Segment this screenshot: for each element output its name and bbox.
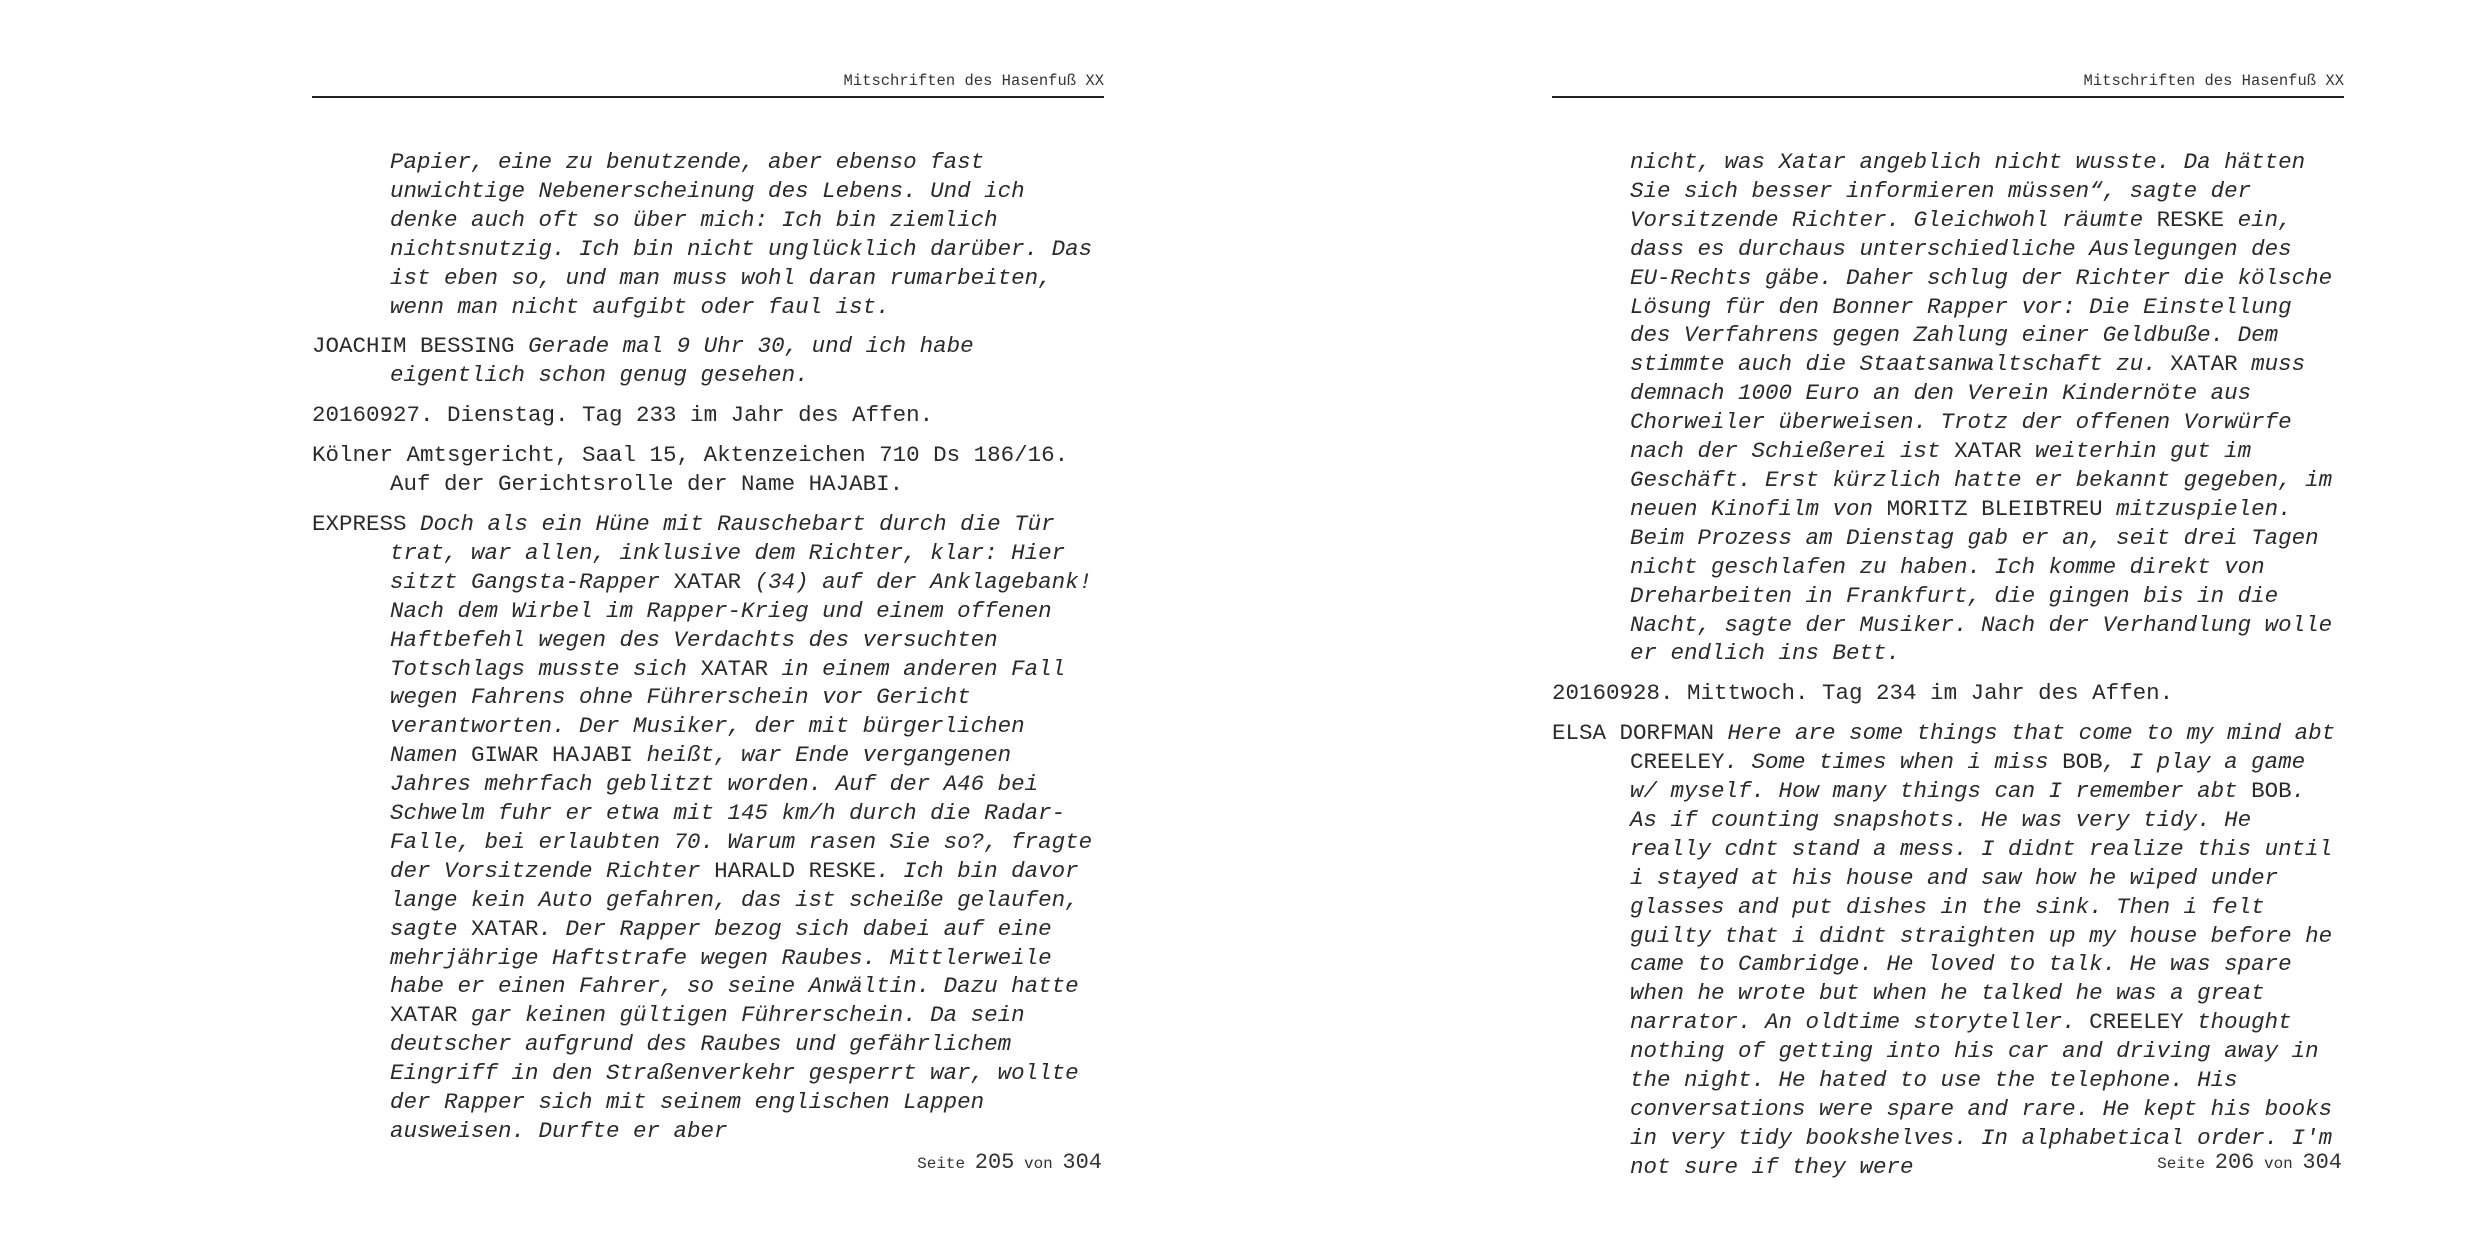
running-header: Mitschriften des Hasenfuß XX bbox=[312, 72, 1104, 98]
quote-text: . Der Rapper bezog sich dabei auf eine mehrjährige Haftstrafe wegen Raubes. Mittlerweile habe er einen Fahrer, so seine Anwältin. Dazu hatte bbox=[390, 915, 1079, 1000]
right-page bbox=[1240, 0, 2480, 1240]
paragraph-quote bbox=[312, 332, 1104, 390]
page-label: Seite bbox=[917, 1155, 966, 1173]
date-entry bbox=[312, 401, 1104, 430]
page-of-label: von bbox=[1023, 1155, 1053, 1173]
page-body bbox=[1552, 148, 2344, 1193]
person-name: CREELEY bbox=[1630, 749, 1725, 776]
paragraph-continuation bbox=[312, 148, 1104, 321]
quote-text: Here are some things that come to my mind abt bbox=[1727, 720, 2336, 747]
current-page: 205 bbox=[974, 1150, 1015, 1175]
speaker-name: EXPRESS bbox=[312, 510, 407, 537]
speaker-name: ELSA DORFMAN bbox=[1552, 720, 1715, 747]
quote-text: in einem anderen Fall wegen Fahrens ohne Führerschein vor Gericht verantworten. Der Musiker, der mit bürgerlichen Namen bbox=[390, 655, 1066, 769]
person-name: XATAR bbox=[390, 1002, 458, 1029]
quote-text: thought nothing of getting into his car and driving away in the night. He hated to use the telephone. His conversations were spare and rare. He kept his books in very tidy bookshelves. In alphabetical order. I'm not sure if they were bbox=[1630, 1009, 2333, 1180]
quote-text: ein, dass es durchaus unterschiedliche Auslegungen des EU-Rechts gäbe. Daher schlug der Richter die kölsche Lösung für den Bonner Rapper vor: Die Einstellung des Verfahrens gegen Zahlung einer Geldbuße. Dem stimmte auch die Staatsanwaltschaft zu. bbox=[1630, 206, 2333, 378]
person-name: BOB bbox=[2062, 749, 2103, 776]
date-text: 20160928. Mittwoch. Tag 234 im Jahr des Affen. bbox=[1552, 680, 2174, 707]
paragraph-continuation bbox=[1552, 148, 2344, 668]
person-name: RESKE bbox=[2156, 206, 2225, 233]
person-name: MORITZ BLEIBTREU bbox=[1886, 495, 2103, 522]
quote-text: Gerade mal 9 Uhr 30, und ich habe eigentlich schon genug gesehen. bbox=[390, 333, 974, 389]
page-body bbox=[312, 148, 1104, 1157]
page-number bbox=[1552, 1150, 2342, 1175]
quote-text: heißt, war Ende vergangenen Jahres mehrfach geblitzt worden. Auf der A46 bei Schwelm fuhr er etwa mit 145 km/h durch die Radar-Falle, bei erlaubten 70. Warum rasen Sie so?, fragte der Vorsitzende Richter bbox=[390, 742, 1093, 884]
quote-text: Doch als ein Hüne mit Rauschebart durch die Tür trat, war allen, inklusive dem Richter, klar: Hier sitzt Gangsta-Rapper bbox=[390, 510, 1066, 595]
date-text: 20160927. Dienstag. Tag 233 im Jahr des Affen. bbox=[312, 402, 934, 429]
total-pages: 304 bbox=[2302, 1150, 2342, 1175]
quote-text: mitzuspielen. Beim Prozess am Dienstag gab er an, seit drei Tagen nicht geschlafen zu haben. Ich komme direkt von Dreharbeiten in Frankfurt, die gingen bis in die Nacht, sagte der Musiker. Nach der Verhandlung wolle er endlich ins Bett. bbox=[1630, 495, 2333, 667]
person-name: XATAR bbox=[1954, 438, 2022, 465]
person-name: BOB bbox=[2251, 778, 2292, 805]
page-of-label: von bbox=[2263, 1155, 2293, 1173]
quote-text: Papier, eine zu benutzende, aber ebenso fast unwichtige Nebenerscheinung des Lebens. Und ich denke auch oft so über mich: Ich bin ziemlich nichtsnutzig. Ich bin nicht unglücklich darüber. Das ist eben so, und man muss wohl daran rumarbeiten, wenn man nicht aufgibt oder faul ist. bbox=[390, 149, 1093, 320]
total-pages: 304 bbox=[1062, 1150, 1102, 1175]
speaker-name: JOACHIM BESSING bbox=[312, 333, 515, 360]
paragraph-note bbox=[312, 441, 1104, 499]
quote-text: . Ich bin davor lange kein Auto gefahren, das ist scheiße gelaufen, sagte bbox=[390, 857, 1079, 942]
person-name: GIWAR HAJABI bbox=[471, 742, 634, 769]
page-label: Seite bbox=[2157, 1155, 2206, 1173]
running-header: Mitschriften des Hasenfuß XX bbox=[1552, 72, 2344, 98]
current-page: 206 bbox=[2214, 1150, 2255, 1175]
quote-text: . Some times when i miss bbox=[1724, 749, 2049, 776]
person-name: XATAR bbox=[471, 915, 539, 942]
quote-text: . As if counting snapshots. He was very tidy. He really cdnt stand a mess. I didnt realize this until i stayed at his house and saw how he wiped under glasses and put dishes in the sink. Then i felt guilty that i didnt straighten up my house before he came to Cambridge. He loved to talk. He was spare when he wrote but when he talked he was a great narrator. An oldtime storyteller. bbox=[1630, 778, 2333, 1036]
quote-text: (34) auf der Anklagebank! Nach dem Wirbel im Rapper-Krieg und einem offenen Haftbefehl wegen des Verdachts des versuchten Totschlags musste sich bbox=[390, 568, 1093, 682]
quote-text: muss demnach 1000 Euro an den Verein Kindernöte aus Chorweiler überweisen. Trotz der offenen Vorwürfe nach der Schießerei ist bbox=[1630, 351, 2306, 465]
quote-text: , I play a game w/ myself. How many things can I remember abt bbox=[1630, 749, 2306, 805]
note-text: Kölner Amtsgericht, Saal 15, Aktenzeichen 710 Ds 186/16. Auf der Gerichtsrolle der Name HAJABI. bbox=[312, 442, 1069, 498]
paragraph-quote bbox=[1552, 719, 2344, 1182]
quote-text: nicht, was Xatar angeblich nicht wusste. Da hätten Sie sich besser informieren müssen“, sagte der Vorsitzende Richter. Gleichwohl räumte bbox=[1630, 149, 2306, 233]
date-entry bbox=[1552, 679, 2344, 708]
person-name: XATAR bbox=[2170, 351, 2238, 378]
quote-text: gar keinen gültigen Führerschein. Da sein deutscher aufgrund des Raubes und gefährlichem Eingriff in den Straßenverkehr gesperrt war, wollte der Rapper sich mit seinem englischen Lappen ausweisen. Durfte er aber bbox=[390, 1002, 1079, 1144]
person-name: XATAR bbox=[673, 568, 742, 595]
quote-text: weiterhin gut im Geschäft. Erst kürzlich hatte er bekannt gegeben, im neuen Kinofilm von bbox=[1630, 438, 2333, 522]
paragraph-quote bbox=[312, 510, 1104, 1146]
person-name: HARALD RESKE bbox=[714, 857, 877, 884]
person-name: XATAR bbox=[700, 655, 769, 682]
page-number bbox=[312, 1150, 1102, 1175]
person-name: CREELEY bbox=[2089, 1009, 2184, 1036]
